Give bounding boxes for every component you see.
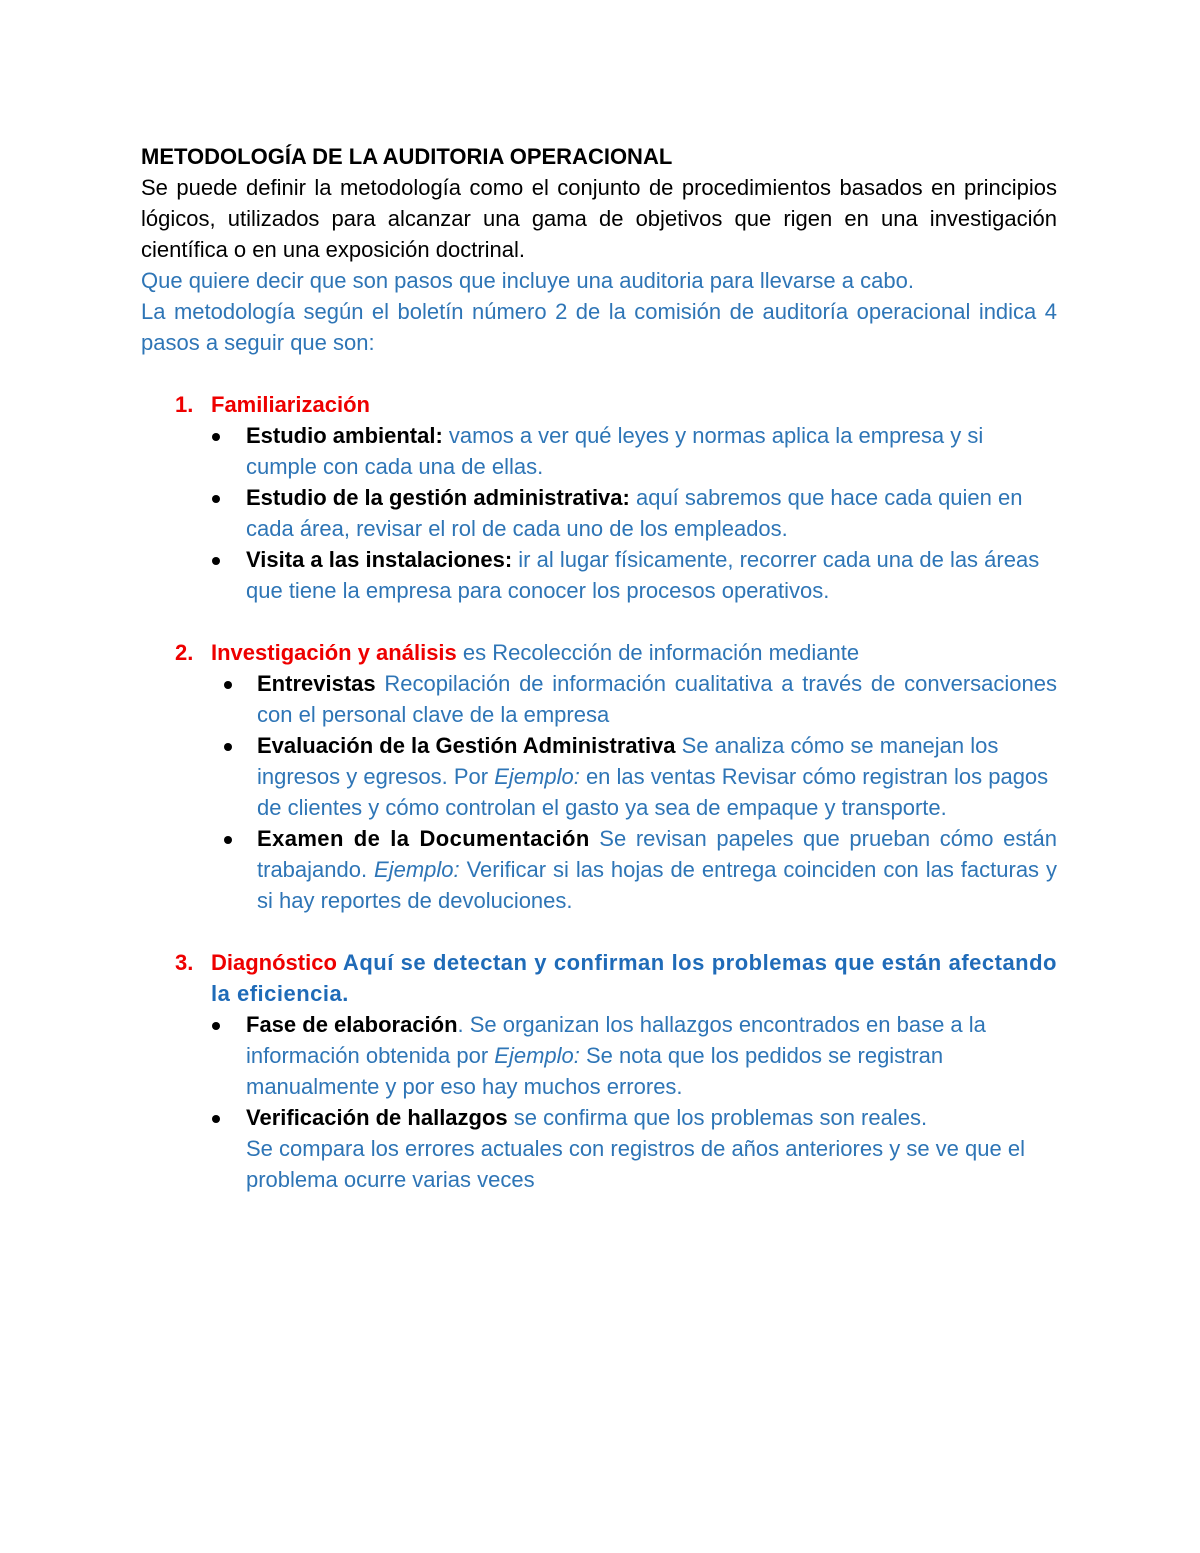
step-item-list (141, 1009, 1057, 1195)
step-heading (141, 947, 1057, 1009)
list-item (141, 482, 1057, 544)
item-term: Entrevistas (257, 671, 376, 696)
bullet-icon (212, 1022, 220, 1030)
step-label: Familiarización (211, 392, 370, 417)
bullet-icon (224, 681, 232, 689)
bullet-icon (212, 557, 220, 565)
item-description: Verificar si las hojas de entrega coinciden con las facturas y si hay reportes de devoluciones. (257, 857, 1058, 913)
item-term: Verificación de hallazgos (246, 1105, 508, 1130)
item-description: Se nota que los pedidos se registran manualmente y por eso hay muchos errores. (246, 1043, 944, 1099)
document-title: METODOLOGÍA DE LA AUDITORIA OPERACIONAL (141, 144, 673, 169)
step-item-list (141, 420, 1057, 606)
step-label: Diagnóstico (211, 950, 337, 975)
step-number: 1. (175, 392, 194, 417)
item-term: Estudio ambiental: (246, 423, 443, 448)
item-description: Se revisan papeles que prueban cómo están trabajando. (257, 826, 1057, 882)
bullet-icon (224, 743, 232, 751)
item-description: se confirma que los problemas son reales. (507, 1105, 928, 1130)
bullet-icon (212, 495, 220, 503)
list-item (141, 1009, 1057, 1102)
note-paragraph: Que quiere decir que son pasos que incluye una auditoria para llevarse a cabo. (141, 268, 914, 293)
list-item (141, 420, 1057, 482)
item-description: aquí sabremos que hace cada quien en cada área, revisar el rol de cada uno de los empleados. (246, 485, 1023, 541)
spacer (141, 916, 1057, 947)
document-page (141, 141, 1057, 1195)
item-term: Evaluación de la Gestión Administrativa (257, 733, 676, 758)
item-description: vamos a ver qué leyes y normas aplica la empresa y si cumple con cada una de ellas. (246, 423, 984, 479)
item-description: Se analiza cómo se manejan los ingresos y egresos. Por (257, 733, 999, 789)
list-item (141, 823, 1057, 916)
step-suffix: es Recolección de información mediante (456, 640, 860, 665)
item-term: Fase de elaboración (246, 1012, 458, 1037)
item-description: en las ventas Revisar cómo registran los pagos de clientes y cómo controlan el gasto ya sea de empaque y transporte. (257, 764, 1049, 820)
item-description: Recopilación de información cualitativa a través de conversaciones con el personal clave de la empresa (257, 671, 1057, 727)
step-label: Investigación y análisis (211, 640, 457, 665)
item-description: . Se organizan los hallazgos encontrados en base a la información obtenida por (246, 1012, 986, 1068)
step-item-list (141, 668, 1057, 916)
example-label: Ejemplo: (374, 857, 460, 882)
item-description: Se compara los errores actuales con registros de años anteriores y se ve que el problema ocurre varias veces (246, 1136, 1025, 1192)
intro-paragraph: Se puede definir la metodología como el conjunto de procedimientos basados en principios lógicos, utilizados para alcanzar una gama de objetivos que rigen en una investigación científica o en una exposición doctrinal. (141, 175, 1057, 262)
spacer (141, 358, 1057, 389)
bullet-icon (224, 836, 232, 844)
step-suffix: Aquí se detectan y confirman los problemas que están afectando la eficiencia. (211, 950, 1057, 1006)
list-item (141, 730, 1057, 823)
item-description: ir al lugar físicamente, recorrer cada una de las áreas que tiene la empresa para conocer los procesos operativos. (246, 547, 1040, 603)
step-number: 2. (175, 640, 194, 665)
item-term: Visita a las instalaciones: (246, 547, 513, 572)
list-item (141, 668, 1057, 730)
bullet-icon (212, 433, 220, 441)
step-number: 3. (175, 950, 194, 975)
list-item (141, 1102, 1057, 1195)
example-label: Ejemplo: (494, 1043, 580, 1068)
bullet-icon (212, 1115, 220, 1123)
note-paragraph: La metodología según el boletín número 2 de la comisión de auditoría operacional indica 4 pasos a seguir que son: (141, 299, 1057, 355)
list-item (141, 544, 1057, 606)
step-heading (141, 637, 1057, 668)
example-label: Ejemplo: (494, 764, 580, 789)
spacer (141, 606, 1057, 637)
step-heading (141, 389, 1057, 420)
item-term: Examen de la Documentación (257, 826, 590, 851)
item-term: Estudio de la gestión administrativa: (246, 485, 630, 510)
